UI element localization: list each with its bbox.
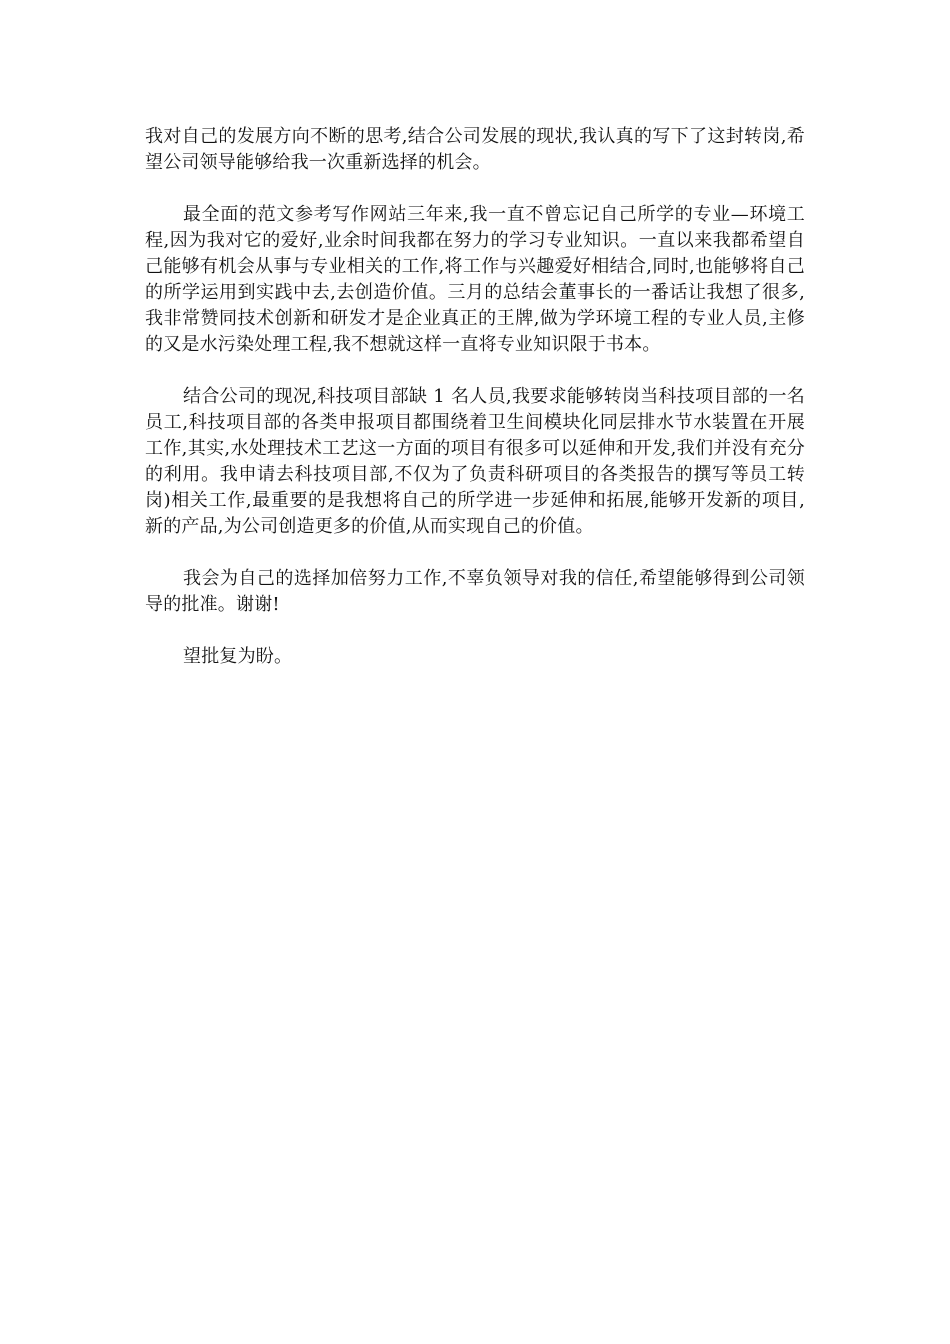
paragraph-2: 最全面的范文参考写作网站三年来,我一直不曾忘记自己所学的专业—环境工程,因为我对它的爱好,业余时间我都在努力的学习专业知识。一直以来我都希望自己能够有机会从事与专业相关的工作,将工作与兴趣爱好相结合,同时,也能够将自己的所学运用到实践中去,去创造价值。三月的总结会董事长的一番话让我想了很多,我非常赞同技术创新和研发才是企业真正的王牌,做为学环境工程的专业人员,主修的又是水污染处理工程,我不想就这样一直将专业知识限于书本。: [145, 204, 805, 355]
paragraph-4: 我会为自己的选择加倍努力工作,不辜负领导对我的信任,希望能够得到公司领导的批准。谢谢!: [145, 568, 805, 615]
document-body: [145, 124, 805, 696]
paragraph-1: 我对自己的发展方向不断的思考,结合公司发展的现状,我认真的写下了这封转岗,希望公司领导能够给我一次重新选择的机会。: [145, 126, 805, 173]
paragraph-5: 望批复为盼。: [183, 646, 293, 667]
paragraph-3: 结合公司的现况,科技项目部缺 1 名人员,我要求能够转岗当科技项目部的一名员工,科技项目部的各类申报项目都围绕着卫生间模块化同层排水节水装置在开展工作,其实,水处理技术工艺这一方面的项目有很多可以延伸和开发,我们并没有充分的利用。我申请去科技项目部,不仅为了负责科研项目的各类报告的撰写等员工转岗)相关工作,最重要的是我想将自己的所学进一步延伸和拓展,能够开发新的项目,新的产品,为公司创造更多的价值,从而实现自己的价值。: [145, 386, 805, 537]
